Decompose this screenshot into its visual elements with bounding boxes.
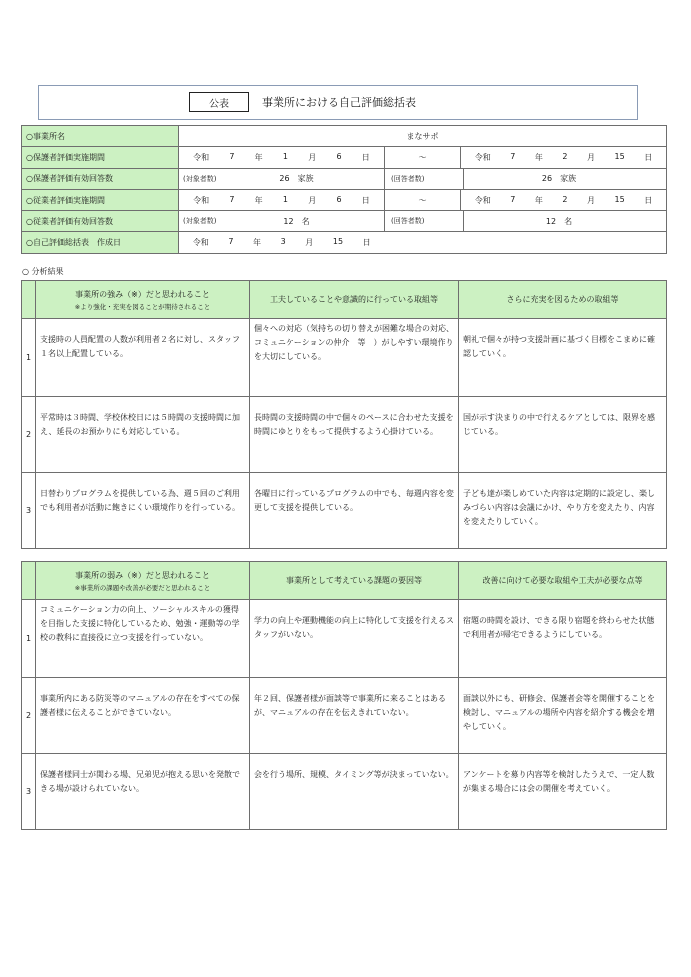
page-title: 事業所における自己評価総括表 (262, 96, 416, 109)
measure-cell: アンケートを募り内容等を検討したうえで、一定人数が集まる場合には会の開催を考えていく。 (459, 754, 667, 830)
date-part: 7 (510, 194, 516, 204)
date-part: 年 (254, 195, 263, 205)
staff-target: 12 名 (283, 216, 310, 226)
date-part: 6 (336, 194, 342, 204)
row-number: 2 (22, 397, 36, 473)
date-part: 7 (228, 237, 234, 247)
info-row-staff-period (22, 189, 667, 210)
response-label: (回答者数) (385, 169, 464, 189)
strength-cell: 日替わりプログラムを提供している為、週５回のご利用でも利用者が活動に飽きにくい環境作りを行っている。 (36, 473, 250, 549)
date-part: 15 (614, 194, 625, 204)
staff-response: 12 名 (545, 216, 573, 226)
weakness-cell: コミュニケーション力の向上、ソーシャルスキルの獲得を目指した支援に特化しているため、勉強・運動等の学校の教科に直接役に立つ支援を行っていない。 (36, 600, 250, 678)
staff-period-end (461, 189, 667, 210)
date-part: 7 (510, 151, 516, 161)
guardian-target-cell (179, 168, 385, 189)
table-row (22, 754, 667, 830)
measure-cell: 宿題の時間を設け、できる限り宿題を終わらせた状態で利用者が帰宅できるようにしている。 (459, 600, 667, 678)
date-part: 1 (282, 151, 288, 161)
summary-date (179, 232, 385, 253)
date-part: 令和 (192, 238, 209, 248)
date-part: 年 (254, 152, 263, 162)
weaknesses-table (21, 561, 667, 830)
date-part: 月 (587, 195, 595, 205)
date-part: 6 (336, 151, 342, 161)
strength-cell: 支援時の人員配置の人数が利用者２名に対し、スタッフ１名以上配置している。 (36, 319, 250, 397)
tilde: ～ (385, 147, 461, 168)
row-number: 1 (22, 600, 36, 678)
weaknesses-header-2: 事業所として考えている課題の要因等 (250, 562, 459, 600)
guardian-response: 26 家族 (541, 174, 577, 184)
summary-date-label: ○自己評価総括表 作成日 (22, 232, 179, 253)
public-badge: 公表 (189, 92, 249, 112)
improvement-cell: 朝礼で個々が持つ支援計画に基づく目標をこまめに確認していく。 (459, 319, 667, 397)
date-part: 月 (587, 152, 595, 162)
row-number: 3 (22, 754, 36, 830)
guardian-period-end (461, 147, 667, 168)
date-part: 日 (361, 195, 370, 205)
date-part: 1 (282, 194, 288, 204)
header-text: 事業所の強み（※）だと思われること (75, 289, 210, 299)
date-part: 年 (534, 195, 543, 205)
date-part: 7 (229, 151, 235, 161)
table-row (22, 397, 667, 473)
table-row (22, 600, 667, 678)
office-name-label: ○事業所名 (22, 126, 179, 147)
weaknesses-header-1 (36, 562, 250, 600)
staff-response-cell (385, 211, 667, 232)
strength-cell: 平常時は３時間、学校休校日には５時間の支援時間に加え、延長のお預かりにも対応している。 (36, 397, 250, 473)
target-label: (対象者数) (183, 174, 217, 183)
strengths-header-2: 工夫していることや意識的に行っている取組等 (250, 281, 459, 319)
row-number: 3 (22, 473, 36, 549)
date-part: 3 (280, 237, 286, 247)
date-part: 2 (562, 194, 568, 204)
cause-cell: 年２回、保護者様が面談等で事業所に来ることはあるが、マニュアルの存在を伝えきれていない。 (250, 678, 459, 754)
office-name: まなサポ (179, 126, 667, 147)
effort-cell: 長時間の支援時間の中で個々のペースに合わせた支援を時間にゆとりをもって提供するよう心掛けている。 (250, 397, 459, 473)
date-part: 日 (644, 152, 653, 162)
staff-period-label: ○従業者評価実施期間 (22, 189, 179, 210)
cause-cell: 学力の向上や運動機能の向上に特化して支援を行えるスタッフがいない。 (250, 600, 459, 678)
guardian-response-cell (385, 168, 667, 189)
header-sub-text: ※より強化・充実を図ることが期待されること (74, 302, 211, 311)
date-part: 月 (305, 238, 314, 248)
table-row (22, 473, 667, 549)
date-part: 令和 (193, 195, 210, 205)
date-part: 月 (308, 152, 317, 162)
table-row (22, 319, 667, 397)
staff-count-label: ○従業者評価有効回答数 (22, 211, 179, 232)
improvement-cell: 国が示す決まりの中で行えるケアとしては、限界を感じている。 (459, 397, 667, 473)
date-part: 日 (644, 195, 653, 205)
strengths-header-row (22, 281, 667, 319)
improvement-cell: 子ども達が楽しめていた内容は定期的に設定し、楽しみづらい内容は会議にかけ、やり方を変えたり、内容を変えたりしていく。 (459, 473, 667, 549)
date-part: 年 (534, 152, 543, 162)
weaknesses-header-3: 改善に向けて必要な取組や工夫が必要な点等 (459, 562, 667, 600)
date-part: 15 (332, 237, 344, 247)
target-label: (対象者数) (183, 217, 217, 226)
date-part: 15 (614, 151, 625, 161)
response-label: (回答者数) (385, 211, 464, 231)
row-number: 2 (22, 678, 36, 754)
tilde: ～ (385, 189, 461, 210)
weakness-cell: 事業所内にある防災等のマニュアルの存在をすべての保護者様に伝えることができていない。 (36, 678, 250, 754)
info-row-office (22, 126, 667, 147)
effort-cell: 各曜日に行っているプログラムの中でも、毎週内容を変更して支援を提供している。 (250, 473, 459, 549)
analysis-result-label: ○ 分析結果 (22, 267, 64, 276)
office-info-table (21, 125, 667, 254)
date-part: 2 (562, 151, 568, 161)
staff-period-start (179, 189, 385, 210)
guardian-target: 26 家族 (279, 174, 314, 184)
guardian-period-start (179, 147, 385, 168)
info-row-summary-date (22, 232, 667, 253)
effort-cell: 個々への対応（気持ちの切り替えが困難な場合の対応、コミュニケーションの仲介 等 ）がしやすい環境作りを大切にしている。 (250, 319, 459, 397)
row-number: 1 (22, 319, 36, 397)
header-sub-text: ※事業所の課題や改善が必要だと思われること (74, 583, 211, 592)
info-row-guardian-count (22, 168, 667, 189)
date-part: 令和 (193, 152, 210, 162)
date-part: 7 (229, 194, 235, 204)
table-row (22, 678, 667, 754)
date-part: 日 (362, 238, 371, 248)
header-text: 事業所の弱み（※）だと思われること (75, 570, 210, 580)
date-part: 年 (253, 238, 262, 248)
weaknesses-header-row (22, 562, 667, 600)
date-part: 日 (361, 152, 370, 162)
guardian-count-label: ○保護者評価有効回答数 (22, 168, 179, 189)
strengths-header-1 (36, 281, 250, 319)
strengths-table (21, 280, 667, 549)
strengths-header-3: さらに充実を図るための取組等 (459, 281, 667, 319)
measure-cell: 面談以外にも、研修会、保護者会等を開催することを検討し、マニュアルの場所や内容を紹介する機会を増やしていく。 (459, 678, 667, 754)
date-part: 令和 (474, 195, 491, 205)
info-row-guardian-period (22, 147, 667, 168)
cause-cell: 会を行う場所、規模、タイミング等が決まっていない。 (250, 754, 459, 830)
guardian-period-label: ○保護者評価実施期間 (22, 147, 179, 168)
staff-target-cell (179, 211, 385, 232)
date-part: 月 (308, 195, 317, 205)
date-part: 令和 (474, 152, 491, 162)
weakness-cell: 保護者様同士が関わる場、兄弟児が抱える思いを発散できる場が設けられていない。 (36, 754, 250, 830)
info-row-staff-count (22, 211, 667, 232)
